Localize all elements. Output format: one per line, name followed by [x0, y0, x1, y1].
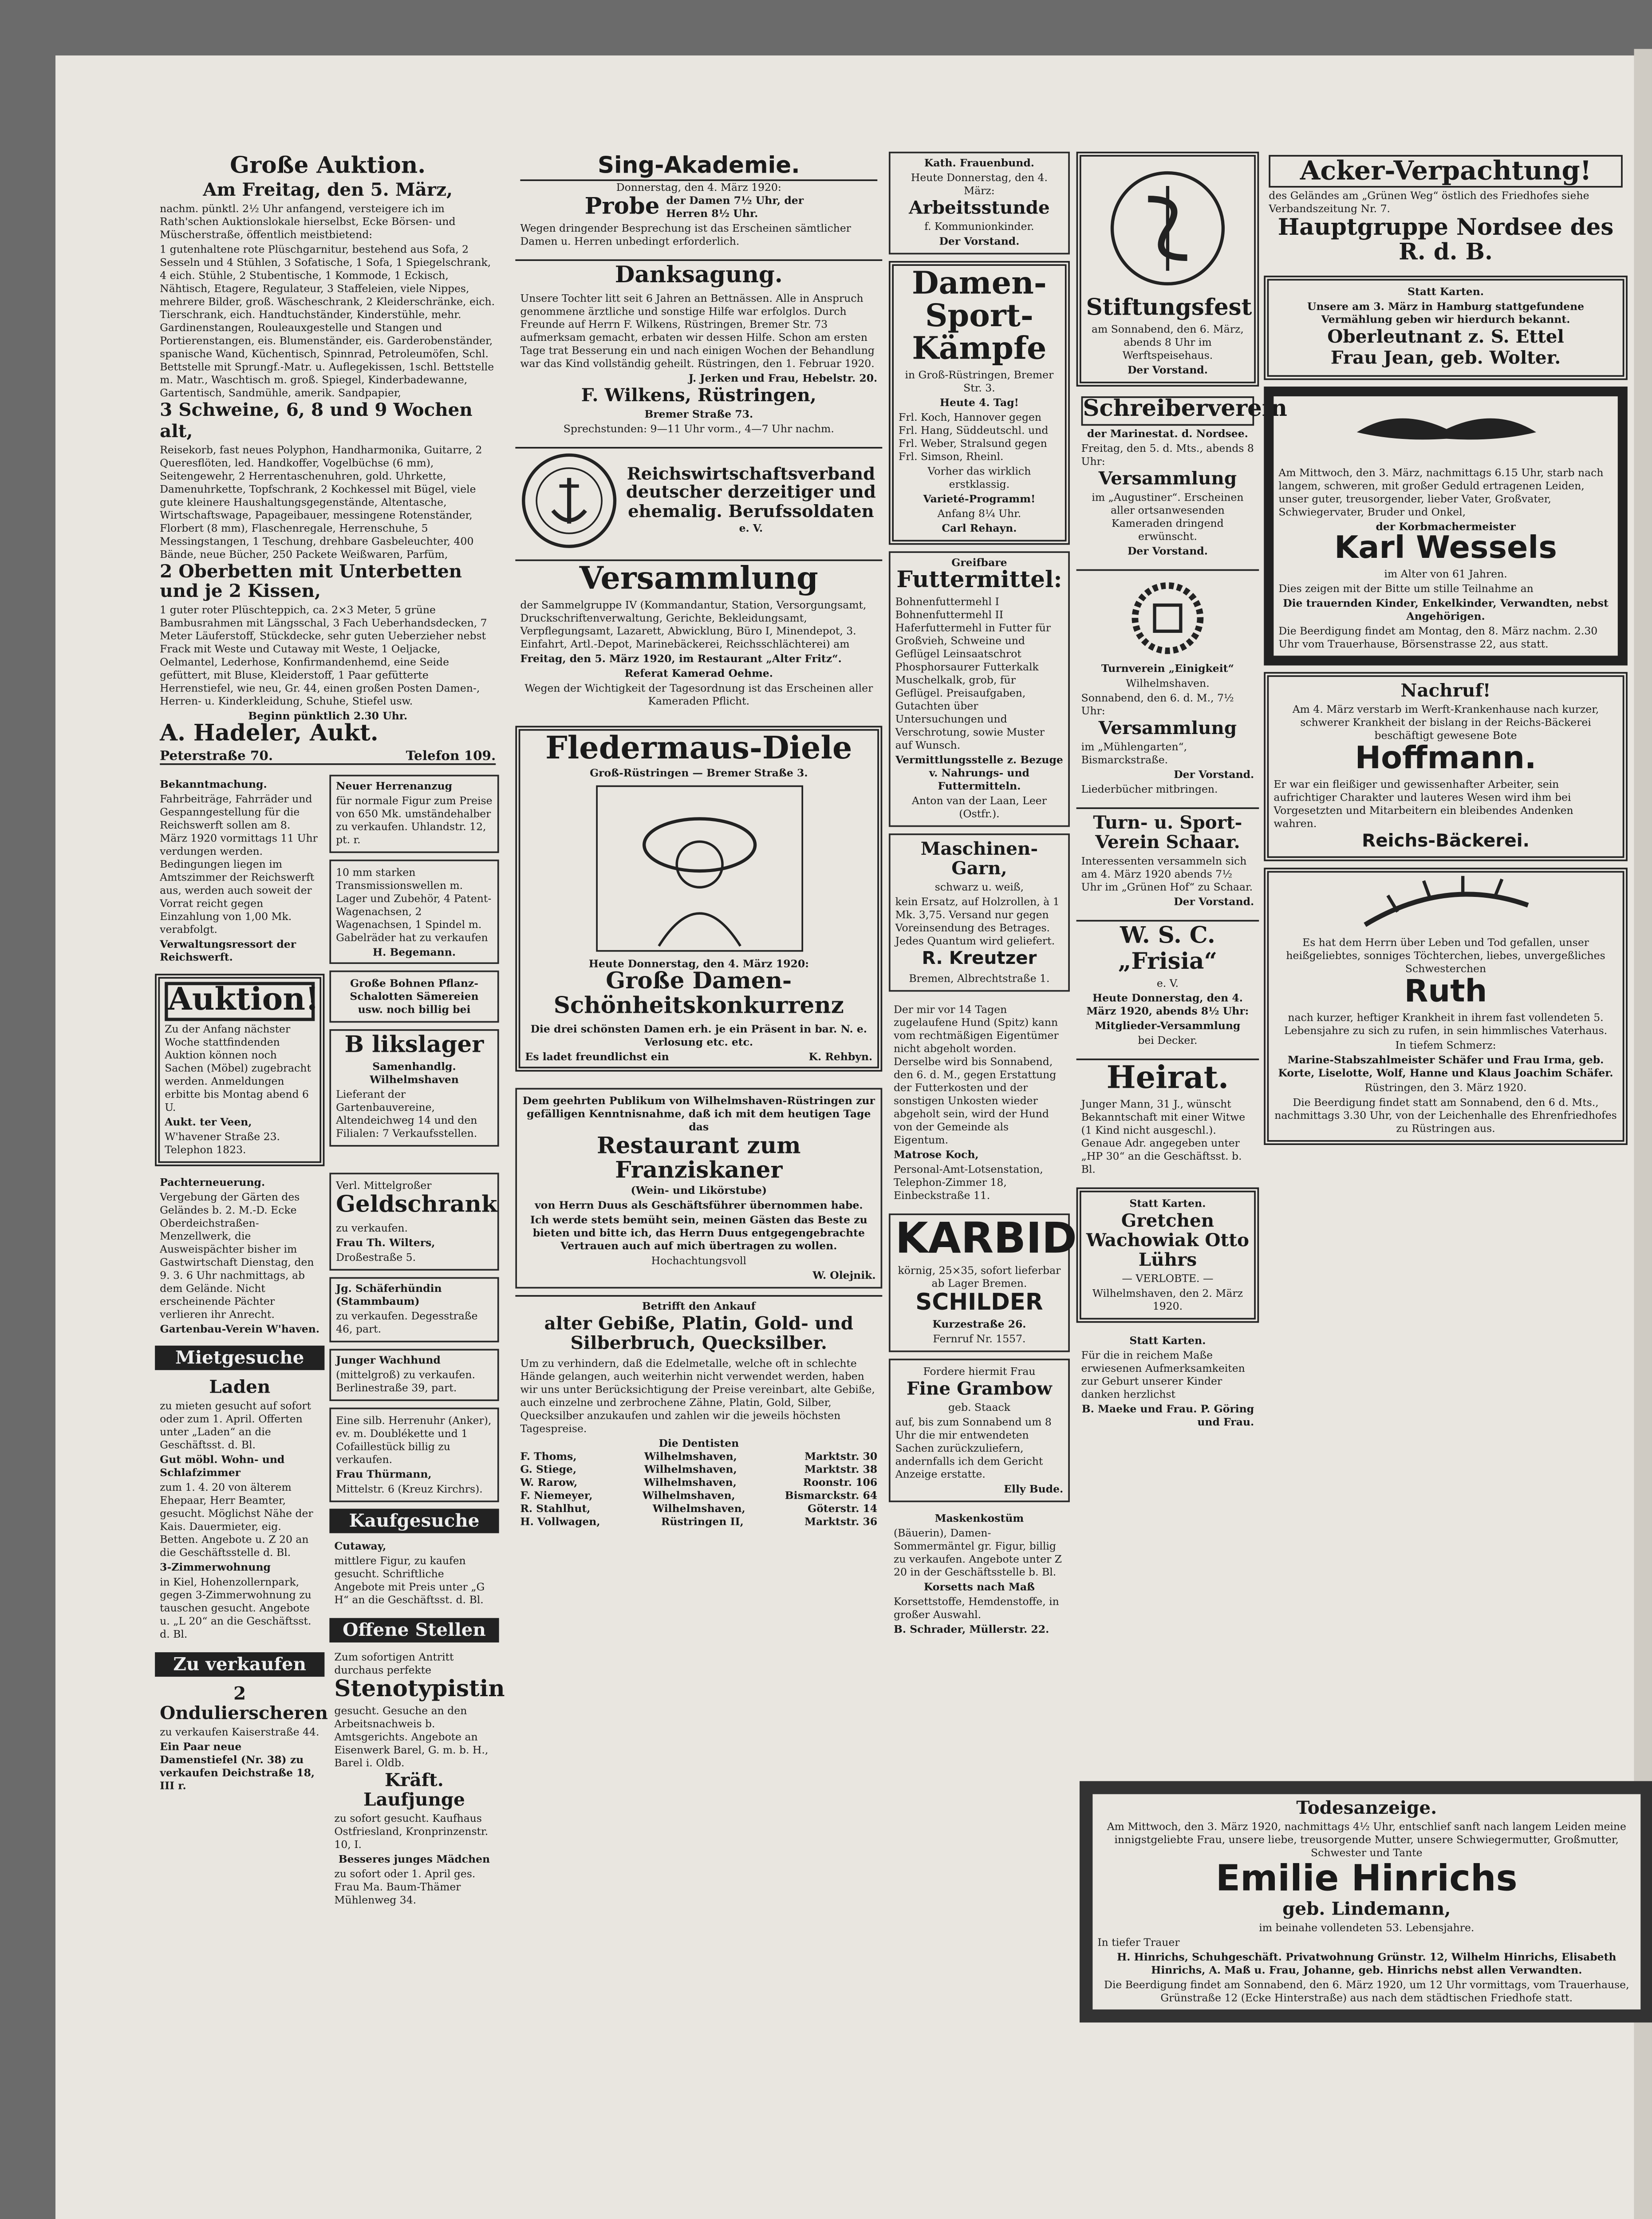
frisia-v: Mitglieder-Versammlung [1095, 1019, 1241, 1033]
kauf-sub: Cutaway, [334, 1539, 386, 1552]
schaar-text: Interessenten versammeln sich am 4. März 1920 abends 7½ Uhr im „Grünen Hof“ zu Schaar. [1081, 855, 1253, 894]
grambow-sub: geb. Staack [948, 1402, 1010, 1415]
hinrichs-ad [1080, 1781, 1652, 2023]
schreiber-ad [1076, 394, 1287, 562]
eagle-icon [1348, 399, 1544, 464]
futter-pre: Greifbare [951, 556, 1007, 569]
geldschrank-name: Frau Th. Wilters, [336, 1236, 435, 1249]
karbid-pre: Der mir vor 14 Tagen zugelaufene Hund (Spitz) kann vom rechtmäßigen Eigentümer nicht abgeholt worden. Derselbe wird bis Sonnabend, den 6. d. M., gegen Erstattung der Futterkosten und der sonstigen Unkosten wieder abgeholt sein, wird der Hund von der Gemeinde als Eigentum. [894, 1002, 1059, 1146]
dentist-n: H. Vollwagen, [520, 1514, 600, 1528]
futter-sub: Vermittlungsstelle z. Bezuge v. Nahrungs- und Futtermitteln. [895, 754, 1063, 794]
herren-text: für normale Figur zum Preise von 650 Mk. umständehalber zu verkaufen. Uhlandstr. 12, pt. r. [336, 794, 493, 847]
auktion-title: Große Auktion. [230, 153, 426, 180]
futter-name: Anton van der Laan, Leer (Ostfr.). [911, 794, 1047, 821]
auktion-body: 1 gutenhaltene rote Plüschgarnitur, bestehend aus Sofa, 2 Sesseln und 4 Stühlen, 3 Sofatische, 1 Sofa, 1 Spiegelschrank, 4 eich. Stühle, 2 Stubentische, 1 Kommode, 1 Eckisch, Nähtisch, Etagere, Regulateur, 3 Staffeleien, viele Nippes, mehrere Bilder, groß. Wäscheschrank, 2 Kleiderschränke, eich. Tierschrank, eich. Handtuchständer, Kinderstühle, mehr. Gardinenstangen, Rouleauxgestelle und Stangen und Portierenstangen, eis. Blumenständer, eis. Garderobenständer, spanische Wand, Küchentisch, Spinnrad, Petroleumöfen, Schl. Bettstelle mit Sprungf.-Matr. u. Auflegekissen, 1schl. Bettstelle m. Matr., Waschtisch m. groß. Spiegel, Kinderbadewanne, Gartentisch, Sandmühle, amerik. Sandpapier, [160, 244, 495, 401]
column-1 [155, 152, 505, 1919]
blik-text: Lieferant der Gartenbauvereine, Altendeichweg 14 und den Filialen: 7 Verkaufsstellen. [336, 1087, 477, 1140]
wachhund-text: (mittelgroß) zu verkaufen. Berlinestraße 39, part. [336, 1367, 475, 1394]
futter-ad [889, 551, 1070, 828]
hinrichs-text: Am Mittwoch, den 3. März 1920, nachmittags 4½ Uhr, entschlief sanft nach langem Leiden meine innigstgeliebte Frau, unsere liebe, treusorgende Mutter, unsere Schwiegermutter, Großmutter, Schwester und Tante [1107, 1820, 1626, 1860]
damen-text: in Groß-Rüstringen, Bremer Str. 3. [905, 368, 1054, 395]
dentist-n: W. Rarow, [520, 1475, 578, 1489]
herrenuhr-addr: Mittelstr. 6 (Kreuz Kirchrs). [336, 1482, 483, 1495]
damen-sub: Heute 4. Tag! [939, 396, 1019, 410]
miet-sub3: 3-Zimmerwohnung [160, 1561, 271, 1575]
turn-v: Versammlung [1098, 717, 1237, 739]
masken-name: B. Schrader, Müllerstr. 22. [894, 1623, 1049, 1637]
acker-title: Acker-Verpachtung! [1269, 155, 1623, 187]
dank-wilkens: F. Wilkens, Rüstringen, [581, 384, 816, 406]
grambow-title: Fine Grambow [906, 1378, 1053, 1400]
ettel-pre: Statt Karten. [1408, 286, 1484, 299]
damen-note: Vorher das wirklich erstklassig. [927, 465, 1031, 491]
dentist-row [520, 1501, 877, 1514]
dentist-a: Bismarckstr. 64 [785, 1488, 878, 1502]
hoffmann-text: Am 4. März verstarb im Werft-Krankenhause nach kurzer, schwerer Krankheit der bislang in der Reichs-Bäckerei beschäftigt gewesene Bote [1292, 702, 1599, 742]
heirat-title: Heirat. [1106, 1060, 1229, 1096]
frauen-title: Kath. Frauenbund. [924, 156, 1034, 170]
schlauch-text: 10 mm starken Transmissionswellen m. Lager und Zubehör, 4 Patent-Wagenachsen, 2 Wagenachsen, 1 Spindel m. Gabelräder hat zu verkaufen [336, 866, 492, 945]
grambow-ad [889, 1359, 1070, 1503]
masken-title: Maskenkostüm [934, 1512, 1024, 1526]
stellen-ad [329, 1645, 505, 1912]
auktion2-text: Zu der Anfang nächster Woche stattfindenden Auktion können noch Sachen (Möbel) zugebracht werden. Anmeldungen erbitte bis Montag abend 6 U. [165, 1023, 311, 1114]
acker-sub: Hauptgruppe Nordsee des R. d. B. [1277, 214, 1614, 266]
ettel-text: Unsere am 3. März in Hamburg stattgefundene Vermählung geben wir hierdurch bekannt. [1307, 300, 1585, 327]
fleder-sub: Große Damen-Schönheitskonkurrenz [553, 968, 844, 1020]
futter-text: Bohnenfuttermehl I Bohnenfuttermehl II Haferfuttermehl in Futter für Großvieh, Schweine und Geflügel Leinsaatschrot Phosphorsaurer Futterkalk Muschelkalk, grob, für Geflügel. Preisaufgaben, Gutachten über Untersuchungen und Verschrotung, sowie Muster auf Wunsch. [895, 596, 1051, 753]
damen-name: Carl Rehayn. [942, 521, 1017, 535]
schaefer-title: Jg. Schäferhündin (Stammbaum) [336, 1281, 442, 1307]
pacht-ad [155, 1173, 324, 1339]
schreiber-signer: Der Vorstand. [1127, 545, 1208, 558]
franz-text: Dem geehrten Publikum von Wilhelmshaven-Rüstringen zur gefälligen Kenntnisnahme, daß ich mit dem heutigen Tage das [522, 1094, 875, 1133]
hund-ad [889, 998, 1070, 1206]
damen-title: Damen-Sport-Kämpfe [912, 266, 1047, 367]
ankauf-sub: Die Dentisten [658, 1436, 739, 1449]
stellen-text3: zu sofort oder 1. April ges. Frau Ma. Baum-Thämer Mühlenweg 34. [334, 1868, 476, 1907]
fleder-sign [525, 1050, 872, 1062]
damen-fights: Frl. Koch, Hannover gegen Frl. Hang, Süddeutschl. und Frl. Weber, Stralsund gegen Frl. Simson, Rheinl. [899, 411, 1049, 463]
c1-right-b [329, 1173, 505, 1918]
frisia-text: Heute Donnerstag, den 4. März 1920, abends 8½ Uhr: [1086, 991, 1249, 1018]
wessels-name: Karl Wessels [1334, 529, 1557, 565]
ankauf-ad [515, 1295, 882, 1531]
column-3 [889, 152, 1077, 1648]
dentist-n: F. Thoms, [520, 1449, 577, 1462]
statt1-ad [1076, 1187, 1259, 1323]
dentist-n: G. Stiege, [520, 1462, 577, 1476]
dank-hours: Sprechstunden: 9—11 Uhr vorm., 4—7 Uhr nachm. [563, 422, 834, 435]
miet-sub: Laden [209, 1377, 271, 1398]
franz-text3: Ich werde stets bemüht sein, meinen Gästen das Beste zu bieten und bitte ich, das Herrn Duus entgegengebrachte Vertrauen auch auf mich übertragen zu wollen. [530, 1214, 867, 1253]
karbid-brand: SCHILDER [915, 1290, 1043, 1316]
garn-sub: schwarz u. weiß, [934, 881, 1024, 895]
sing-ad [515, 152, 882, 253]
grambow-text: auf, bis zum Sonnabend um 8 Uhr die mir entwendeten Sachen zurückzuliefern, andernfalls ich dem Gericht Anzeige erstatte. [895, 1416, 1052, 1482]
frisia-ad [1076, 920, 1259, 1052]
turn-text: Sonnabend, den 6. d. M., 7½ Uhr: [1081, 691, 1234, 718]
sing-date: Donnerstag, den 4. März 1920: [616, 182, 781, 195]
schreiber-v: Versammlung [1098, 467, 1237, 489]
grambow-pre: Fordere hiermit Frau [923, 1366, 1036, 1379]
statt1-pre: Statt Karten. [1129, 1197, 1206, 1210]
bohnen-ad [329, 971, 499, 1023]
bekannt-text: Fahrbeiträge, Fahrräder und Gespanngestellung für die Reichswerft sollen am 8. März 1920 vormittags 11 Uhr verdungen werden. Bedingungen liegen im Amtszimmer der Reichswerft aus, werden auch soweit der Vorrat reicht gegen Einzahlung von 1,00 Mk. verabfolgt. [160, 793, 318, 937]
schaar-title: Turn- u. Sport-Verein Schaar. [1093, 812, 1242, 853]
blik-ad [329, 1030, 499, 1146]
sing-times: der Damen 7½ Uhr, der Herren 8½ Uhr. [666, 194, 804, 221]
garn-ad [889, 834, 1070, 991]
turn-ad [1076, 569, 1259, 801]
wessels-age: im Alter von 61 Jahren. [1384, 567, 1507, 580]
karbid-name: Matrose Koch, [894, 1147, 979, 1161]
kauf-ad [329, 1536, 499, 1611]
garn-name: R. Kreutzer [922, 948, 1037, 970]
wessels-text2: Dies zeigen mit der Bitte um stille Teilnahme an [1278, 581, 1534, 595]
stellen-title: Offene Stellen [329, 1617, 499, 1642]
herren-ad [329, 775, 499, 853]
ettel-name1: Oberleutnant z. S. Ettel [1327, 327, 1564, 348]
anchor-seal-icon [520, 452, 618, 550]
dentist-list [520, 1449, 877, 1527]
versammlung-text: der Sammelgruppe IV (Kommandantur, Station, Versorgungsamt, Druckschriftenverwaltung, Gerichte, Bekleidungsamt, Verpflegungsamt, Lazarett, Abwicklung, Büro I, Minendepot, 3. Einfahrt, Artl.-Depot, Marinebäckerei, Reichsschlächterei) am [520, 598, 867, 651]
versammlung-text2: Wegen der Wichtigkeit der Tagesordnung ist das Erscheinen aller Kameraden Pflicht. [524, 681, 873, 708]
palm-branch-icon [1348, 875, 1544, 934]
frauen-sub: Arbeitsstunde [909, 197, 1050, 219]
dank-signer: J. Jerken und Frau, Hebelstr. 20. [688, 371, 878, 385]
column-2 [515, 152, 882, 1537]
hinrichs-title: Todesanzeige. [1296, 1797, 1437, 1819]
ruth-name: Ruth [1404, 973, 1487, 1009]
schlauch-name: H. Begemann. [372, 946, 456, 959]
c1-split-2 [155, 1173, 505, 1918]
dank-ad [515, 260, 882, 440]
dentist-s: Wilhelmshaven, [644, 1449, 737, 1462]
fleder-name: K. Rehbyn. [808, 1050, 873, 1063]
ruth-text3: Die Beerdigung findet statt am Sonnabend, den 6 d. Mts., nachmittags 3.30 Uhr, von der Leichenhalle des Ehrenfriedhofes zu Rüstringen aus. [1274, 1095, 1617, 1135]
dentist-s: Wilhelmshaven, [652, 1501, 745, 1515]
franz-text2: von Herrn Duus als Geschäftsführer übernommen habe. [535, 1199, 863, 1212]
auktion-ad [155, 152, 501, 769]
auktion2-addr: W'havener Straße 23. Telephon 1823. [165, 1130, 280, 1157]
dentist-a: Roonstr. 106 [803, 1475, 878, 1489]
turn-title: Turnverein „Einigkeit“ [1101, 662, 1234, 675]
turn-sub: Wilhelmshaven. [1126, 676, 1210, 690]
column-4 [1076, 152, 1287, 1441]
ettel-ad [1264, 276, 1628, 379]
verkaufen-title: Zu verkaufen [155, 1653, 324, 1677]
statt2-names: B. Maeke und Frau. P. Göring und Frau. [1081, 1403, 1254, 1429]
dentist-row [520, 1475, 877, 1488]
dentist-a: Marktstr. 30 [804, 1449, 878, 1462]
franz-sub: (Wein- und Likörstube) [631, 1185, 767, 1198]
ruth-grief: In tiefem Schmerz: [1395, 1038, 1496, 1051]
hoffmann-title: Nachruf! [1400, 679, 1491, 701]
sing-probe: Probe [584, 193, 660, 220]
verkaufen-sub: 2 Ondulierscheren [160, 1683, 328, 1725]
pacht-signer: Gartenbau-Verein W'haven. [160, 1323, 319, 1336]
bekannt-title: Bekanntmachung. [160, 778, 267, 792]
bohnen-text: Große Bohnen Pflanz-Schalotten Sämereien usw. noch billig bei [350, 977, 479, 1017]
c1-right-a [329, 775, 499, 1173]
stellen-sub3: Besseres junges Mädchen [338, 1853, 490, 1867]
monogram-icon [1102, 163, 1233, 294]
auktion-sub1: 3 Schweine, 6, 8 und 9 Wochen alt, [160, 400, 473, 442]
frauen-signer: Der Vorstand. [939, 235, 1020, 248]
ankauf-title: alter Gebiße, Platin, Gold- und Silberbruch, Quecksilber. [544, 1313, 853, 1354]
bekannt-ad [155, 775, 324, 968]
auktion-begin: Beginn pünktlich 2.30 Uhr. [248, 709, 408, 723]
dentist-s: Rüstringen II, [661, 1514, 744, 1528]
futter-title: Futtermittel: [896, 567, 1062, 594]
blik-sub: Samenhandlg. Wilhelmshaven [370, 1059, 459, 1086]
damen-prog: Varieté-Programm! [923, 492, 1036, 505]
dank-title: Danksagung. [615, 263, 783, 289]
stiftung-ad [1076, 152, 1259, 387]
bekannt-signer: Verwaltungsressort der Reichswerft. [160, 938, 296, 964]
frauen-date: Heute Donnerstag, den 4. März: [911, 171, 1048, 197]
wessels-pre: der Korbmachermeister [1376, 519, 1516, 533]
ruth-place: Rüstringen, den 3. März 1920. [1364, 1081, 1527, 1094]
frauen-text: f. Kommunionkinder. [924, 220, 1034, 233]
hinrichs-name: Emilie Hinrichs [1215, 1860, 1518, 1900]
wessels-text3: Die Beerdigung findet am Montag, den 8. März nachm. 2.30 Uhr vom Trauerhause, Börsenstrasse 22, aus statt. [1278, 624, 1598, 650]
hinrichs-age: im beinahe vollendeten 53. Lebensjahre. [1259, 1922, 1475, 1935]
sing-title: Sing-Akademie. [520, 155, 877, 182]
masken-text: (Bäuerin), Damen-Sommermäntel gr. Figur, billig zu verkaufen. Angebote unter Z 20 in der Geschäftsstelle b. Bl. [894, 1527, 1062, 1579]
miet-text3: in Kiel, Hohenzollernpark, gegen 3-Zimmerwohnung zu tauschen gesucht. Angebote u. „L 20“ an die Geschäftsst. d. Bl. [160, 1576, 311, 1642]
stiftung-text: am Sonnabend, den 6. März, abends 8 Uhr im Werftspeisehaus. [1092, 324, 1244, 363]
stiftung-title: Stiftungsfest [1086, 295, 1252, 322]
versammlung-title: Versammlung [579, 561, 818, 597]
miet-text2: zum 1. 4. 20 von älterem Ehepaar, Herr Beamter, gesucht. Möglichst Nähe der Kais. Dauermieter, eig. Betten. Angebote u. Z 20 an die Geschäftsstelle d. Bl. [160, 1481, 313, 1560]
blik-title: B likslager [344, 1033, 484, 1059]
reichs-title: Reichswirtschaftsverband deutscher derzeitiger und ehemalig. Berufssoldaten [626, 464, 876, 521]
ruth-text: Es hat dem Herrn über Leben und Tod gefallen, unser heißgeliebtes, sonniges Töchterchen, liebes, unvergeßliches Schwesterchen [1286, 936, 1605, 975]
wreath-icon [1127, 577, 1209, 659]
garn-title: Maschinen-Garn, [920, 839, 1038, 880]
ankauf-text: Um zu verhindern, daß die Edelmetalle, welche oft in schlechte Hände gelangen, auch weiterhin nicht verwendet werden, haben wir uns unter Berücksichtigung der Preise vereinbart, alte Gebiße, auch einzelne und zerbrochene Zähne, Platin, Gold, Silber, Quecksilber anzukaufen und zahlen wir die jeweils höchsten Tagespreise. [520, 1356, 875, 1435]
dank-text: Unsere Tochter litt seit 6 Jahren an Bettnässen. Alle in Anspruch genommene ärztliche und sonstige Hilfe war erfolglos. Durch Freunde auf Herrn F. Wilkens, Rüstringen, Bremer Str. 73 aufmerksam gemacht, erbaten wir dessen Hilfe. Schon am ersten Tage trat Besserung ein und nach einigen Wochen der Behandlung war das Kind vollständig geheilt. Rüstringen, den 1. Februar 1920. [520, 292, 875, 370]
schaefer-ad [329, 1276, 499, 1342]
miet-text: zu mieten gesucht auf sofort oder zum 1. April. Offerten unter „Laden“ an die Geschäftsst. d. Bl. [160, 1400, 311, 1452]
pacht-text: Vergebung der Gärten des Geländes b. 2. M.-D. Ecke Oberdeichstraßen-Menzellwerk, die Ausweispächter bisher im Gastwirtschaft Dienstag, den 9. 3. 6 Uhr nachmittags, ab dem Gelände. Nicht erscheinende Pächter verlieren ihr Anrecht. [160, 1191, 314, 1322]
dentist-s: Wilhelmshaven, [642, 1488, 735, 1502]
schaar-ad [1076, 807, 1259, 914]
dentist-row [520, 1514, 877, 1527]
heirat-ad [1076, 1058, 1259, 1181]
fleder-date: Heute Donnerstag, den 4. März 1920: [588, 957, 809, 970]
wessels-sign: Die trauernden Kinder, Enkelkinder, Verwandten, nebst Angehörigen. [1283, 596, 1609, 623]
franz-name: W. Olejnik. [812, 1269, 876, 1283]
auktion-signer: A. Hadeler, Aukt. [160, 720, 379, 747]
wessels-text: Am Mittwoch, den 3. März, nachmittags 6.15 Uhr, starb nach langem, schweren, mit großer Geduld ertragenen Leiden, unser guter, treusorgender, lieber Vater, Großvater, Schwiegervater, Bruder und Onkel, [1278, 466, 1604, 518]
heirat-text: Junger Mann, 31 J., wünscht Bekanntschaft mit einer Witwe (1 Kind nicht ausgeschl.). Genaue Adr. angegeben unter „HP 30“ an die Geschäftsst. b. Bl. [1081, 1097, 1246, 1176]
reichs-ev: e. V. [739, 522, 763, 536]
stellen-sub: Stenotypistin [334, 1676, 505, 1702]
karbid-title: KARBID [895, 1214, 1077, 1263]
wachhund-title: Junger Wachhund [336, 1353, 441, 1366]
franz-ad [515, 1087, 882, 1289]
masken-sub: Korsetts nach Maß [923, 1581, 1035, 1594]
garn-text: kein Ersatz, auf Holzrollen, à 1 Mk. 3,75. Versand nur gegen Voreinsendung des Betrages. Jedes Quantum wird geliefert. [895, 896, 1060, 949]
masken-text2: Korsettstoffe, Hemdenstoffe, in großer Auswahl. [894, 1595, 1059, 1622]
auktion-sub2: 2 Oberbetten mit Unterbetten und je 2 Kissen, [160, 561, 462, 602]
geldschrank-text: zu verkaufen. [336, 1221, 408, 1234]
versammlung-ref: Referat Kamerad Oehme. [624, 667, 773, 680]
ankauf-pre: Betrifft den Ankauf [642, 1300, 756, 1314]
karbid-text: körnig, 25×35, sofort lieferbar ab Lager Bremen. [898, 1263, 1061, 1290]
auktion2-title: Auktion! [165, 982, 315, 1021]
sing-probe-row [520, 195, 877, 221]
dentist-s: Wilhelmshaven, [644, 1462, 737, 1476]
hinrichs-names: H. Hinrichs, Schuhgeschäft. Privatwohnung Grünstr. 12, Wilhelm Hinrichs, Elisabeth Hinrichs, A. Maß u. Frau, Johanne, geb. Hinrichs nebst allen Verwandten. [1117, 1951, 1617, 1978]
c1-split-1 [155, 775, 501, 1173]
miet-sub2: Gut möbl. Wohn- und Schlafzimmer [160, 1453, 285, 1480]
statt2-text: Für die in reichem Maße erwiesenen Aufmerksamkeiten zur Geburt unserer Kinder danken herzlichst [1081, 1349, 1245, 1402]
frauen-ad [889, 152, 1070, 255]
stellen-pre: Zum sofortigen Antritt durchaus perfekte [334, 1650, 454, 1676]
schaefer-text: zu verkaufen. Degesstraße 46, part. [336, 1309, 478, 1335]
frisia-title: W. S. C. „Frisia“ [1118, 923, 1218, 975]
geldschrank-title: Geldschrank [336, 1192, 497, 1219]
auktion-tel: Telefon 109. [406, 747, 496, 764]
fleder-addr: Groß-Rüstringen — Bremer Straße 3. [590, 766, 808, 779]
turn-note: Liederbücher mitbringen. [1081, 782, 1218, 796]
damen-start: Anfang 8¼ Uhr. [937, 507, 1021, 521]
fleder-text: Die drei schönsten Damen erh. je ein Präsent in bar. N. e. Verlosung etc. etc. [530, 1022, 867, 1048]
dentist-a: Marktstr. 36 [804, 1514, 878, 1528]
auktion-address: Peterstraße 70. [160, 747, 273, 764]
dentist-n: F. Niemeyer, [520, 1488, 593, 1502]
ruth-text2: nach kurzer, heftiger Krankheit in ihrem fast vollendeten 5. Lebensjahre zu sich zu rufen, in sein himmlisches Vaterhaus. [1284, 1011, 1608, 1037]
miet-ad [155, 1374, 324, 1646]
statt2-ad [1076, 1330, 1259, 1434]
hoffmann-ad [1264, 671, 1628, 861]
karbid-addr: Personal-Amt-Lotsenstation, Telephon-Zimmer 18, Einbeckstraße 11. [894, 1162, 1043, 1202]
schlauch-ad [329, 860, 499, 964]
ettel-name2: Frau Jean, geb. Wolter. [1330, 348, 1561, 370]
hinrichs-grief: In tiefer Trauer [1097, 1936, 1180, 1950]
fleder-invite: Es ladet freundlichst ein [525, 1050, 669, 1063]
statt1-names: Gretchen Wachowiak Otto Lührs [1086, 1210, 1249, 1271]
versammlung-ad [515, 559, 882, 712]
dentist-row [520, 1449, 877, 1462]
frisia-text2: bei Decker. [1138, 1034, 1198, 1047]
auktion2-ad [155, 974, 324, 1166]
schreiber-text: Freitag, den 5. d. Mts., abends 8 Uhr: [1081, 442, 1254, 468]
auktion-intro: nachm. pünktl. 2½ Uhr anfangend, versteigere ich im Rath'schen Auktionslokale hierselbst, Ecke Börsen- und Müscherstraße, öffentlich meistbietend: [160, 203, 456, 242]
fleder-ad [515, 726, 882, 1071]
verkaufen-ad [155, 1680, 328, 1798]
geldschrank-addr: Droßestraße 5. [336, 1250, 416, 1263]
garn-addr: Bremen, Albrechtstraße 1. [909, 971, 1050, 985]
ruth-ad [1264, 867, 1628, 1145]
wessels-ad [1264, 386, 1628, 664]
c1-left-a [155, 775, 324, 1173]
statt2-pre: Statt Karten. [1129, 1334, 1206, 1348]
wachhund-ad [329, 1348, 499, 1401]
damen-ad [889, 261, 1070, 545]
stellen-sub2: Kräft. Laufjunge [363, 1769, 465, 1811]
dentist-n: R. Stahlhut, [520, 1501, 591, 1515]
hoffmann-text2: Er war ein fleißiger und gewissenhafter Arbeiter, sein aufrichtiger Charakter und lauteres Wesen wird ihm bei Vorgesetzten und Mitarbeitern ein bleibendes Andenken wahren. [1273, 777, 1573, 829]
stellen-text: gesucht. Gesuche an den Arbeitsnachweis b. Amtsgerichts. Angebote an Eisenwerk Barel, G. m. b. H., Barel i. Oldb. [334, 1704, 489, 1770]
geldschrank-ad [329, 1173, 499, 1270]
schreiber-text2: im „Augustiner“. Erscheinen aller ortsanwesenden Kameraden dringend erwünscht. [1092, 490, 1244, 543]
geldschrank-pre: Verl. Mittelgroßer [336, 1179, 432, 1193]
ruth-names: Marine-Stabszahlmeister Schäfer und Frau Irma, geb. Korte, Liselotte, Wolf, Hanne und Klaus Joachim Schäfer. [1278, 1053, 1613, 1079]
schreiber-sub: der Marinestat. d. Nordsee. [1087, 427, 1248, 440]
auktion-body3: 1 guter roter Plüschteppich, ca. 2×3 Meter, 5 grüne Bambusrahmen mit Längsschal, 3 Fach Ueberhandsdecken, 7 Meter Läuferstoff, Stückdecke, sehr guten Ueberzieher nebst Frack mit Weste und Cutaway mit Weste, 1 Oeljacke, Oelmantel, Lederhose, Konfirmandenhemd, eine Seide gefüttert, mit Bluse, Kleiderstoff, 1 Paar gefütterte Herrenstiefel, wie neu, Gr. 44, einen großen Posten Damen-, Herren- u. Kinderkleidung, Schuhe, Stiefel usw. [160, 603, 487, 708]
kauf-text: mittlere Figur, zu kaufen gesucht. Schriftliche Angebote mit Preis unter „G H“ an die Geschäftsst. d. Bl. [334, 1553, 485, 1606]
schreiber-title: Schreiberverein [1081, 397, 1254, 426]
frisia-sub: e. V. [1156, 977, 1179, 990]
auktion-contact [160, 747, 496, 765]
auktion2-name: Aukt. ter Veen, [165, 1116, 252, 1129]
franz-greet: Hochachtungsvoll [651, 1255, 747, 1268]
dank-wilkens-addr: Bremer Straße 73. [644, 407, 753, 421]
statt1-place: Wilhelmshaven, den 2. März 1920. [1092, 1287, 1243, 1314]
verkaufen-text2: Ein Paar neue Damenstiefel (Nr. 38) zu verkaufen Deichstraße 18, III r. [160, 1741, 315, 1793]
hinrichs-text2: Die Beerdigung findet am Sonnabend, den 6. März 1920, um 12 Uhr vormittags, vom Trauerhause, Grünstraße 12 (Ecke Hinterstraße) aus nach dem städtischen Friedhofe statt. [1104, 1979, 1629, 2005]
karbid-ad [889, 1213, 1077, 1353]
auktion-body2: Reisekorb, fast neues Polyphon, Handharmonika, Guitarre, 2 Queresflöten, led. Handkoffer, Vogelbüchse (6 mm), Seitengewehr, 2 Herrentaschenuhren, gold. Uhrkette, Damenuhrkette, Topfschrank, 2 Kochkessel mit Bügel, viele gute kleinere Haushaltungsgegenstände, Altentasche, Wirtschaftswage, Papageibauer, messingene Rotenständer, Florbert (8 mm), Flaschenregale, Herrenschuhe, 5 Messingstangen, 1 Teschung, drehbare Gasbeleuchter, 400 Bände, neue Bücher, 250 Packete Weißwaren, Parfüm, [160, 443, 482, 561]
herrenuhr-ad [329, 1407, 499, 1501]
auktion-date: Am Freitag, den 5. März, [203, 180, 453, 201]
grambow-name: Elly Bude. [1004, 1483, 1064, 1496]
sing-text: Wegen dringender Besprechung ist das Erscheinen sämtlicher Damen u. Herren unbedingt erforderlich. [520, 222, 851, 249]
statt1-sub: — VERLOBTE. — [1122, 1272, 1214, 1286]
franz-title: Restaurant zum Franziskaner [597, 1133, 801, 1184]
karbid-tel: Fernruf Nr. 1557. [933, 1333, 1026, 1346]
stellen-text2: zu sofort gesucht. Kaufhaus Ostfriesland, Kronprinzenstr. 10, I. [334, 1812, 489, 1852]
lady-portrait-icon [593, 782, 805, 954]
versammlung-date: Freitag, den 5. März 1920, im Restaurant „Alter Fritz“. [520, 652, 842, 665]
pacht-title: Pachterneuerung. [160, 1176, 265, 1189]
dentist-row [520, 1462, 877, 1475]
herrenuhr-text: Eine silb. Herrenuhr (Anker), ev. m. Doublékette und 1 Cofaillestück billig zu verkaufen. [336, 1413, 492, 1466]
masken-ad [889, 1509, 1070, 1642]
stiftung-signer: Der Vorstand. [1127, 364, 1208, 378]
miet-title: Mietgesuche [155, 1346, 324, 1370]
turn-signer: Der Vorstand. [1174, 768, 1254, 782]
fleder-title: Fledermaus-Diele [545, 730, 852, 766]
acker-text: des Geländes am „Grünen Weg“ östlich des Friedhofes siehe Verbandszeitung Nr. 7. [1269, 188, 1589, 215]
dentist-a: Göterstr. 14 [808, 1501, 878, 1515]
verkaufen-text: zu verkaufen Kaiserstraße 44. [160, 1726, 319, 1740]
dentist-a: Marktstr. 38 [804, 1462, 878, 1476]
column-5 [1264, 152, 1628, 1151]
reichs-ad [515, 447, 882, 553]
dentist-row [520, 1489, 877, 1501]
hoffmann-signer: Reichs-Bäckerei. [1362, 829, 1530, 851]
karbid-addr2: Kurzestraße 26. [932, 1318, 1026, 1331]
acker-ad [1264, 152, 1628, 270]
c1-left-b [155, 1173, 328, 1918]
herrenuhr-name: Frau Thürmann, [336, 1467, 432, 1481]
turn-text2: im „Mühlengarten“, Bismarckstraße. [1081, 740, 1187, 767]
kauf-title: Kaufgesuche [329, 1508, 499, 1532]
hoffmann-name: Hoffmann. [1355, 740, 1537, 776]
hinrichs-sub: geb. Lindemann, [1282, 1899, 1451, 1920]
herren-title: Neuer Herrenanzug [336, 780, 453, 794]
dentist-s: Wilhelmshaven, [643, 1475, 737, 1489]
schaar-signer: Der Vorstand. [1174, 896, 1254, 909]
